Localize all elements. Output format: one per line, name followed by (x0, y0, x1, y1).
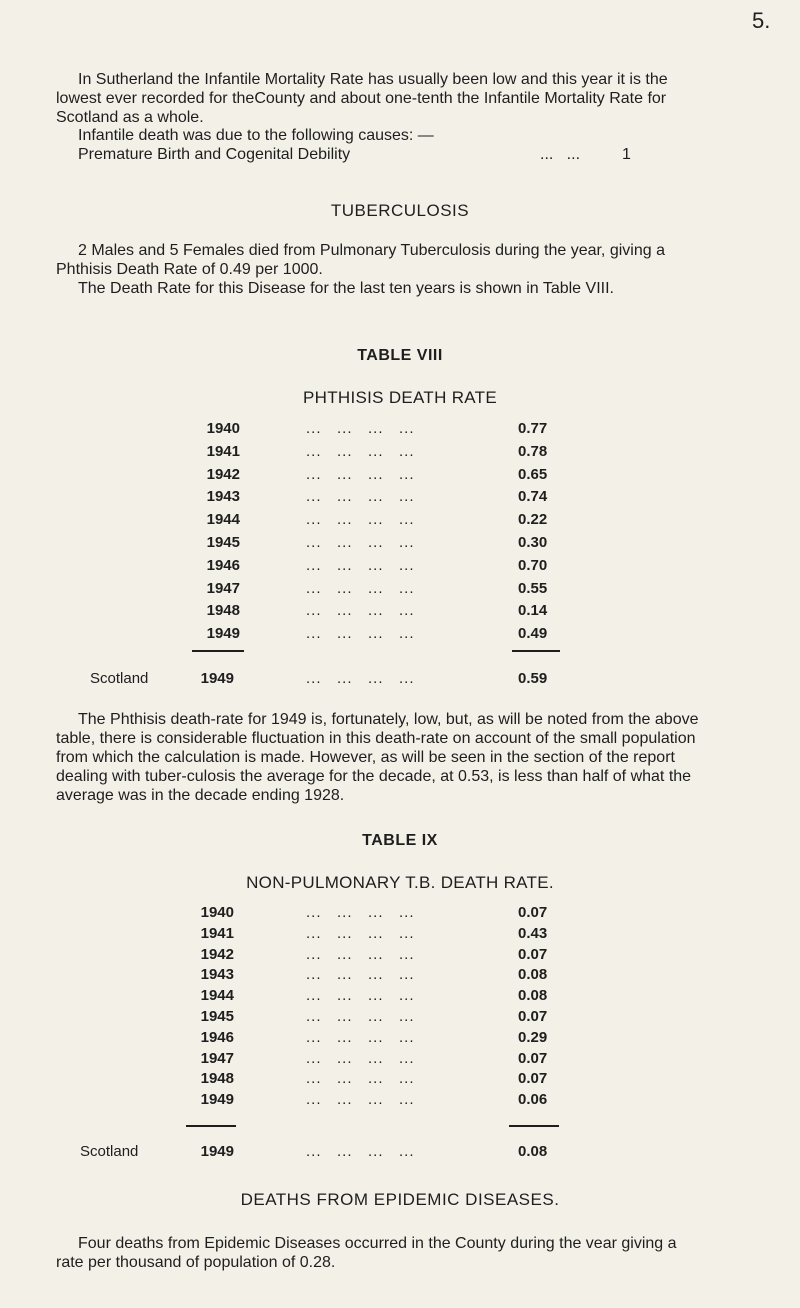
table-ix-leader-dots: ... ... ... ... (306, 1091, 415, 1109)
table-ix-rate: 0.08 (518, 966, 548, 984)
table-viii-row (0, 580, 800, 600)
table-ix-year: 1947 (200, 1049, 234, 1067)
table-viii-row (0, 488, 800, 508)
epidemic-diseases-heading: DEATHS FROM EPIDEMIC DISEASES. (240, 1190, 560, 1209)
table-ix-leader-dots: ... ... ... ... (306, 1028, 415, 1046)
table-viii-leader-dots: ... ... ... ... (306, 488, 415, 506)
table-viii-leader-dots: ... ... ... ... (306, 511, 415, 529)
table-viii-leader-dots: ... ... ... ... (306, 556, 415, 574)
table-viii-row (0, 420, 800, 440)
table-ix-scotland-label: Scotland (80, 1143, 139, 1160)
table-ix-leader-dots: ... ... ... ... (306, 924, 415, 942)
cause-name: Premature Birth and Cogenital Debility (78, 146, 351, 163)
tuberculosis-heading: TUBERCULOSIS (330, 201, 470, 220)
table-viii-leader-dots: ... ... ... ... (306, 534, 415, 551)
table-ix-year: 1943 (200, 966, 234, 984)
table-viii-rate: 0.77 (518, 420, 548, 437)
table-ix-scotland-dots: ... ... ... ... (306, 1143, 415, 1160)
table-viii-rate: 0.22 (518, 511, 548, 529)
table-ix-rate: 0.08 (518, 987, 548, 1005)
table-ix-row (0, 1070, 800, 1090)
table-ix-row (0, 946, 800, 966)
table-viii-year: 1948 (206, 602, 240, 620)
table-viii-leader-dots: ... ... ... ... (306, 625, 415, 643)
table-ix-row (0, 1008, 800, 1028)
table-ix-leader-dots: ... ... ... ... (306, 987, 415, 1005)
table-viii-rate: 0.55 (518, 579, 548, 597)
infantile-mortality-paragraph: In Sutherland the Infantile Mortality Rate has usually been low and this year it is the lowest ever recorded for theCounty and about one-tenth the Infantile Mortality Rate for Scotland as a whole. (56, 71, 668, 126)
table-ix-title: TABLE IX (362, 832, 438, 849)
table-viii-rate: 0.65 (518, 465, 548, 483)
table-viii-year: 1946 (206, 556, 240, 574)
table-viii-rate: 0.49 (518, 625, 548, 643)
table-viii-row (0, 511, 800, 531)
table-ix-year: 1948 (200, 1070, 234, 1088)
table-viii-year: 1944 (206, 511, 240, 529)
table-viii-scotland-dots: ... ... ... ... (306, 670, 415, 687)
table-ix-rate: 0.07 (518, 1049, 548, 1067)
table-ix-year: 1946 (200, 1028, 234, 1046)
cause-count: 1 (622, 146, 631, 163)
table-ix-rate: 0.07 (518, 1070, 548, 1088)
table-viii-year: 1941 (206, 442, 240, 460)
page-number: 5. (752, 8, 771, 33)
table-viii-rule-left (192, 650, 244, 652)
table-ix-scotland-rate: 0.08 (518, 1143, 548, 1160)
death-rate-paragraph: The Death Rate for this Disease for the last ten years is shown in Table VIII. (78, 280, 614, 297)
table-ix-leader-dots: ... ... ... ... (306, 904, 415, 921)
table-ix-scotland-row (0, 1143, 800, 1163)
table-ix-year: 1949 (200, 1091, 234, 1109)
table-ix-row (0, 1050, 800, 1070)
table-ix-rate: 0.43 (518, 924, 548, 942)
table-viii-row (0, 534, 800, 554)
table-ix-rate: 0.29 (518, 1028, 548, 1046)
table-viii-scotland-rate: 0.59 (518, 670, 548, 687)
table-ix-rate: 0.07 (518, 1008, 548, 1025)
table-viii-scotland-label: Scotland (90, 670, 149, 687)
table-viii-rate: 0.30 (518, 534, 548, 551)
table-viii-rate: 0.74 (518, 488, 548, 506)
table-viii-year: 1942 (206, 465, 240, 483)
table-viii-year: 1949 (206, 625, 240, 643)
table-viii-year: 1940 (206, 420, 240, 437)
table-ix-year: 1945 (200, 1008, 234, 1025)
table-viii-leader-dots: ... ... ... ... (306, 465, 415, 483)
table-viii-year: 1943 (206, 488, 240, 506)
table-viii-year: 1947 (206, 579, 240, 597)
cause-dots: ... ... (540, 146, 581, 163)
table-ix-leader-dots: ... ... ... ... (306, 1070, 415, 1088)
table-viii-row (0, 443, 800, 463)
table-ix-rate: 0.07 (518, 904, 548, 921)
table-viii-subtitle: PHTHISIS DEATH RATE (303, 388, 497, 407)
table-viii-leader-dots: ... ... ... ... (306, 420, 415, 437)
phthisis-paragraph: The Phthisis death-rate for 1949 is, fortunately, low, but, as will be noted from the above table, there is considerable fluctuation in this death-rate on account of the small population from which the calculation is made. However, as will be seen in the section of the report dealing with tuber-culosis the average for the decade, at 0.53, is less than half of what the average was in the decade ending 1928. (56, 711, 699, 804)
table-viii-rule-right (512, 650, 560, 652)
table-ix-year: 1944 (200, 987, 234, 1005)
table-viii-row (0, 466, 800, 486)
table-viii-scotland-year: 1949 (200, 670, 234, 687)
table-ix-row (0, 1029, 800, 1049)
epidemic-diseases-paragraph: Four deaths from Epidemic Diseases occurred in the County during the vear giving a rate per thousand of population of 0.28. (56, 1235, 677, 1271)
table-ix-leader-dots: ... ... ... ... (306, 1008, 415, 1025)
table-ix-row (0, 987, 800, 1007)
table-ix-year: 1940 (200, 904, 234, 921)
table-viii-row (0, 602, 800, 622)
table-viii-leader-dots: ... ... ... ... (306, 602, 415, 620)
table-ix-leader-dots: ... ... ... ... (306, 966, 415, 984)
table-viii-leader-dots: ... ... ... ... (306, 579, 415, 597)
table-ix-rule-left (186, 1125, 236, 1127)
table-ix-subtitle: NON-PULMONARY T.B. DEATH RATE. (246, 873, 554, 892)
table-ix-row (0, 925, 800, 945)
table-viii-year: 1945 (206, 534, 240, 551)
table-viii-scotland-row (0, 670, 800, 690)
table-ix-row (0, 966, 800, 986)
table-ix-scotland-year: 1949 (200, 1143, 234, 1160)
table-viii-row (0, 557, 800, 577)
tuberculosis-paragraph: 2 Males and 5 Females died from Pulmonary Tuberculosis during the year, giving a Phthisis Death Rate of 0.49 per 1000. (56, 242, 665, 278)
infantile-causes-line: Infantile death was due to the following causes: — (78, 127, 434, 144)
table-viii-row (0, 625, 800, 645)
table-viii-rate: 0.14 (518, 602, 548, 620)
table-ix-row (0, 904, 800, 924)
table-viii-title: TABLE VIII (357, 347, 443, 364)
table-viii-leader-dots: ... ... ... ... (306, 442, 415, 460)
table-ix-year: 1942 (200, 945, 234, 963)
table-ix-rate: 0.07 (518, 945, 548, 963)
table-ix-row (0, 1091, 800, 1111)
table-viii-rate: 0.78 (518, 442, 548, 460)
table-ix-leader-dots: ... ... ... ... (306, 1049, 415, 1067)
table-ix-rate: 0.06 (518, 1091, 548, 1109)
table-ix-leader-dots: ... ... ... ... (306, 945, 415, 963)
table-viii-rate: 0.70 (518, 556, 548, 574)
table-ix-rule-right (509, 1125, 559, 1127)
table-ix-year: 1941 (200, 924, 234, 942)
